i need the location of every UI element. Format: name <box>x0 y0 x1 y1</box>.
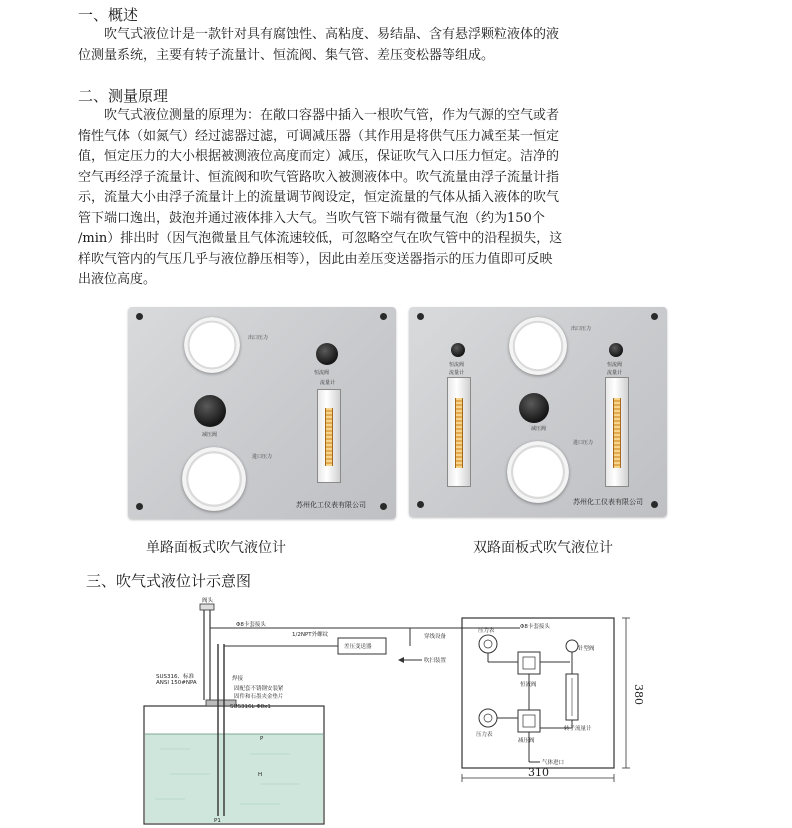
constant-flow-valve-label: 恒流阀 <box>520 682 537 688</box>
outlet-pressure-label: 出口压力 <box>248 335 269 341</box>
panel-screw <box>651 501 658 508</box>
ansi-label: ANSI 150#NPA <box>156 680 197 686</box>
section2-line-2: 惰性气体（如氮气）经过滤器过滤，可调减压器（其作用是将供气压力减至某一恒定 <box>78 128 560 144</box>
outlet-pressure-gauge <box>184 317 240 373</box>
inlet-pressure-gauge <box>507 441 569 503</box>
section2-line-7: /min）排出时（因气泡微量且气体流速较低，可忽略空气在吹气管中的沿程损失，这 <box>78 231 563 246</box>
section2-line-1: 吹气式液位测量的原理为：在敞口容器中插入一根吹气管，作为气源的空气或者 <box>104 108 560 123</box>
section2-paragraph <box>78 106 718 291</box>
single-panel-photo <box>128 307 396 519</box>
pressure-p1-label: P1 <box>214 818 221 824</box>
right-flowmeter-glass <box>613 398 621 468</box>
sus316-label: SUS316、标准 <box>156 674 195 680</box>
pipe-spec-label: SUS316L Φ8x1 <box>230 704 271 710</box>
needle-valve-label: 针型阀 <box>578 646 595 652</box>
section2-line-9: 出液位高度。 <box>78 272 157 287</box>
section1-heading: 一、概述 <box>78 6 139 24</box>
weld-label: 焊接 <box>232 676 244 682</box>
right-fitting-label: Φ8卡套接头 <box>520 624 550 630</box>
inlet-pressure-gauge <box>182 447 246 511</box>
schematic-lines <box>140 594 640 826</box>
nozzle-note-line-2: 固件和石墨夹金垫片 <box>234 694 284 700</box>
double-panel-caption: 双路面板式吹气液位计 <box>473 540 613 556</box>
double-panel-photo <box>409 307 667 517</box>
panel-screw <box>380 313 387 320</box>
left-flowmeter-label: 流量计 <box>449 370 465 376</box>
nozzle-note-line-1: 固配套不锈钢安装紧 <box>234 686 284 692</box>
left-constant-flow-valve-label: 恒流阀 <box>449 362 465 368</box>
panel-screw <box>417 501 424 508</box>
section2-heading: 二、测量原理 <box>78 87 169 105</box>
section2-line-6: 管下端口逸出，鼓泡并通过液体排入大气。当吹气管下端有微量气泡（约为150个 <box>78 210 545 226</box>
flowmeter-glass <box>325 408 333 466</box>
left-constant-flow-valve-knob <box>451 343 465 357</box>
left-flowmeter-glass <box>455 398 463 468</box>
height-dimension: 380 <box>632 684 645 705</box>
top-gauge-label: 压力表 <box>478 628 495 634</box>
section1-paragraph <box>78 25 718 66</box>
rotameter-label: 转子流量计 <box>564 726 592 732</box>
constant-flow-valve-label: 恒流阀 <box>314 370 330 376</box>
purge-device-label: 吹扫装置 <box>424 658 447 664</box>
outlet-pressure-gauge <box>509 317 567 375</box>
single-panel-caption: 单路面板式吹气液位计 <box>146 540 286 556</box>
panel-screw <box>380 503 387 510</box>
right-constant-flow-valve-knob <box>609 343 623 357</box>
pressure-p-label: P <box>260 736 264 742</box>
regulator-knob <box>519 393 549 423</box>
tracing-device-label: 穿线设备 <box>424 634 447 640</box>
right-constant-flow-valve-label: 恒流阀 <box>607 362 623 368</box>
constant-flow-valve-knob <box>316 343 338 365</box>
transmitter-label: 差压变送器 <box>344 644 372 650</box>
company-nameplate: 苏州化工仪表有限公司 <box>296 501 366 509</box>
height-h-label: H <box>258 772 263 778</box>
section2-line-4: 空气再经浮子流量计、恒流阀和吹气管路吹入被测液体中。吹气流量由浮子流量计指 <box>78 169 560 185</box>
regulator-knob <box>194 395 226 427</box>
section2-line-5: 示，流量大小由浮子流量计上的流量调节阀设定，恒定流量的气体从插入液体的吹气 <box>78 190 560 205</box>
bottom-gauge-label: 压力表 <box>476 732 493 738</box>
flowmeter-label: 流量计 <box>320 380 336 386</box>
gas-inlet-label: 气体进口 <box>542 760 565 766</box>
right-flowmeter-tube <box>605 377 629 487</box>
right-flowmeter-label: 流量计 <box>607 370 623 376</box>
regulator-label: 减压阀 <box>531 426 547 432</box>
section2-line-3: 值，恒定压力的大小根据被测液位高度而定）减压，保证吹气入口压力恒定。洁净的 <box>78 149 560 164</box>
panel-screw <box>651 313 658 320</box>
regulator-label: 减压阀 <box>202 432 218 438</box>
section1-line-1: 吹气式液位计是一款针对具有腐蚀性、高粘度、易结晶、含有悬浮颗粒液体的液 <box>104 27 560 42</box>
panel-screw <box>136 503 143 510</box>
left-flowmeter-tube <box>447 377 471 487</box>
panel-screw <box>417 313 424 320</box>
flowmeter-tube <box>317 389 341 483</box>
schematic-diagram <box>140 594 645 826</box>
section2-line-8: 样吹气管内的气压几乎与液位静压相等），因此由差压变送器指示的压力值即可反映 <box>78 251 553 267</box>
left-fitting-label: Φ8卡套接头 <box>236 622 266 628</box>
panel-screw <box>136 313 143 320</box>
npt-thread-label: 1/2NPT外螺纹 <box>292 632 329 638</box>
regulator-label: 减压阀 <box>518 738 535 744</box>
valve-head-label: 阀头 <box>202 598 214 604</box>
inlet-pressure-label: 进口压力 <box>573 440 594 446</box>
width-dimension: 310 <box>528 766 549 779</box>
outlet-pressure-label: 出口压力 <box>571 326 592 332</box>
inlet-pressure-label: 进口压力 <box>252 454 273 460</box>
section1-line-2: 位测量系统，主要有转子流量计、恒流阀、集气管、差压变松器等组成。 <box>78 47 495 63</box>
company-nameplate: 苏州化工仪表有限公司 <box>573 498 643 506</box>
section3-heading: 三、吹气式液位计示意图 <box>86 572 252 590</box>
